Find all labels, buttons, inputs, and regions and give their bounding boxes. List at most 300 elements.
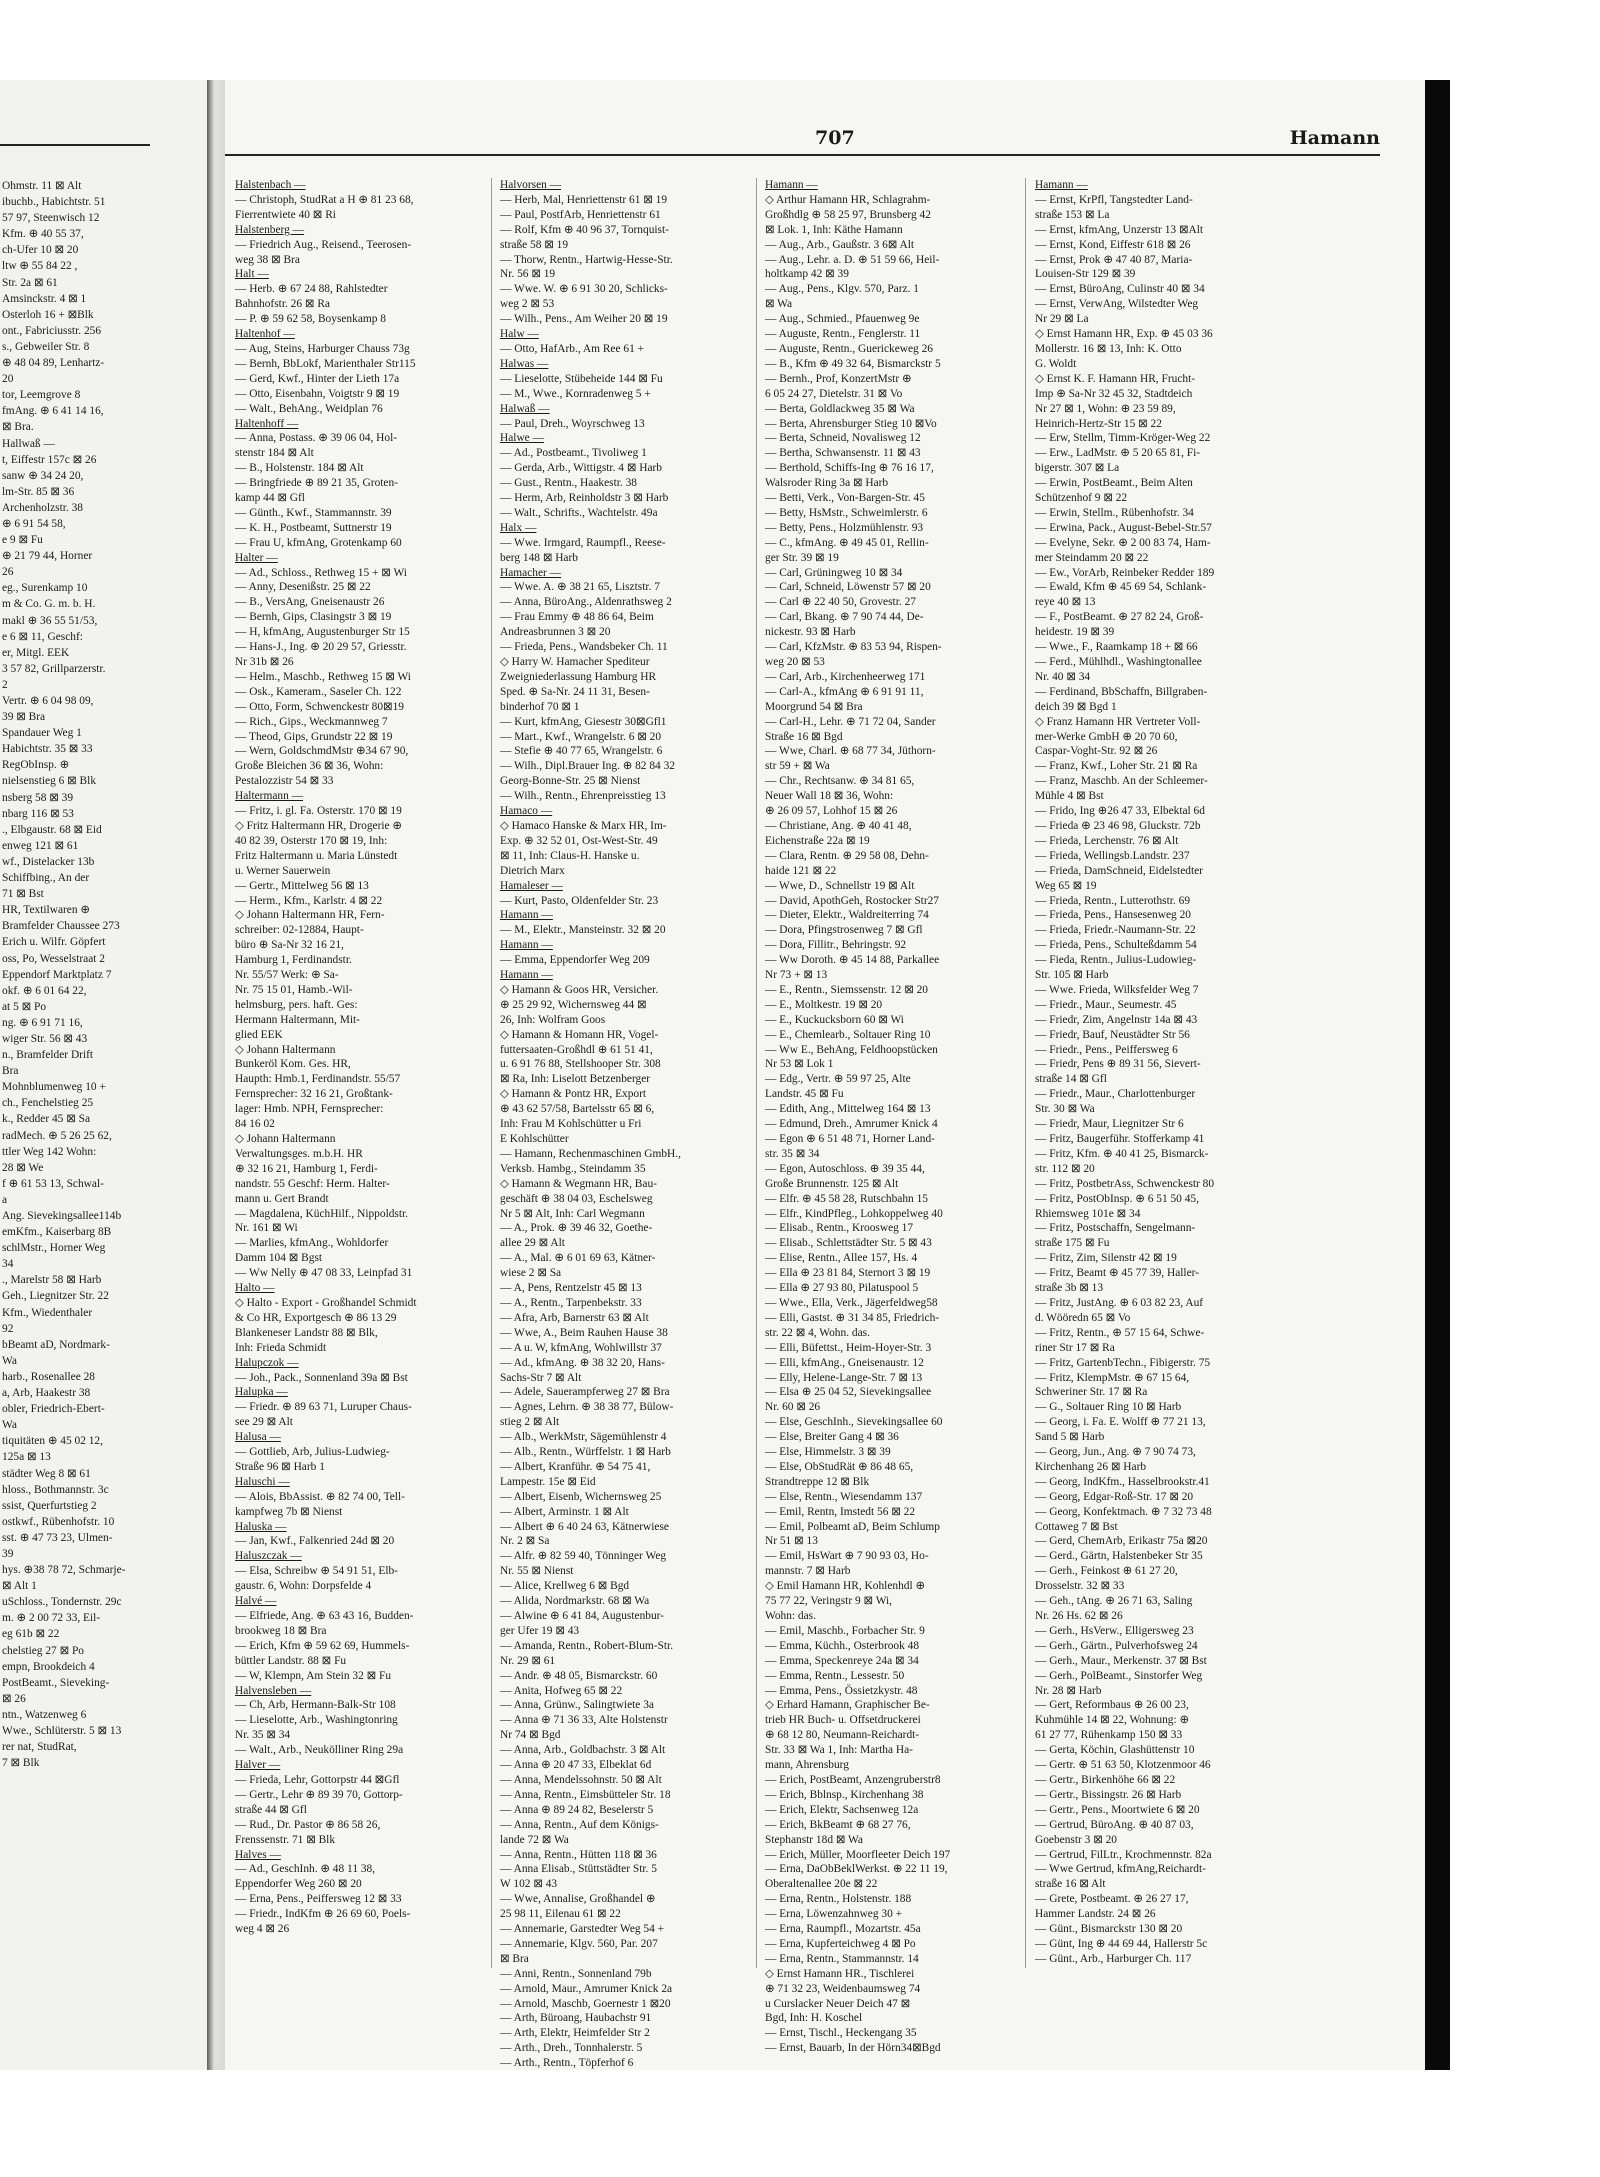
directory-line: — Stefie ⊕ 40 77 65, Wrangelstr. 6 [500, 745, 663, 758]
directory-line: — Aug., Lehr. a. D. ⊕ 51 59 66, Heil- [765, 253, 940, 266]
directory-line: ◇ Erhard Hamann, Graphischer Be- [765, 1699, 930, 1712]
directory-line: Halx — [500, 521, 537, 534]
directory-line: — Rich., Gips., Weckmannweg 7 [235, 715, 388, 728]
directory-line: — Gertr., Mittelweg 56 ⊠ 13 [235, 879, 369, 892]
directory-line: mannstr. 7 ⊠ Harb [765, 1565, 851, 1578]
left-page-line: e 6 ⊠ 11, Geschf: [2, 630, 83, 643]
directory-line: — Fritz, Baugerführ. Stofferkamp 41 [1035, 1133, 1205, 1145]
directory-line: — B., Holstenstr. 184 ⊠ Alt [235, 462, 364, 475]
directory-line: Pestalozzistr 54 ⊠ 33 [235, 775, 334, 788]
directory-line: mann u. Gert Brandt [235, 1192, 329, 1205]
directory-line: Nr 31b ⊠ 26 [235, 656, 294, 668]
left-page-line: Habichtstr. 35 ⊠ 33 [2, 743, 93, 756]
directory-line: — Anna, Arb., Goldbachstr. 3 ⊠ Alt [500, 1744, 666, 1757]
directory-line: — A., Rentn., Tarpenbekstr. 33 [500, 1296, 642, 1309]
directory-line: — Gerh., HsVerw., Elligersweg 23 [1035, 1624, 1194, 1637]
directory-line: — Rud., Dr. Pastor ⊕ 86 58 26, [235, 1818, 381, 1831]
directory-line: — Erw, Stellm, Timm-Kröger-Weg 22 [1035, 432, 1211, 445]
directory-line: Str. 30 ⊠ Wa [1035, 1103, 1095, 1116]
directory-line: — Frieda, Wellingsb.Landstr. 237 [1035, 849, 1190, 862]
left-page-line: 71 ⊠ Bst [2, 888, 44, 901]
directory-line: — M., Elektr., Mansteinstr. 32 ⊠ 20 [500, 924, 666, 937]
directory-line: straße 14 ⊠ Gfl [1035, 1073, 1107, 1086]
directory-line: d. Wööredn 65 ⊠ Vo [1035, 1311, 1131, 1324]
directory-line: u. 6 91 76 88, Stellshooper Str. 308 [500, 1058, 661, 1071]
directory-line: Heinrich-Hertz-Str 15 ⊠ 22 [1035, 417, 1162, 430]
directory-line: ◇ Hamann & Pontz HR, Export [500, 1088, 647, 1101]
left-page-line: Osterloh 16 + ⊠Blk [2, 308, 94, 321]
left-page-line: ⊕ 6 91 54 58, [2, 517, 66, 530]
directory-line: — Ww Nelly ⊕ 47 08 33, Leinpfad 31 [235, 1267, 413, 1280]
directory-line: Dietrich Marx [500, 864, 565, 877]
left-page-lines [2, 178, 202, 1771]
directory-line: — Berta, Goldlackweg 35 ⊠ Wa [765, 402, 915, 415]
directory-line: Eppendorfer Weg 260 ⊠ 20 [235, 1878, 362, 1891]
directory-line: — Aug., Schmied., Pfauenweg 9e [765, 313, 920, 326]
directory-line: — B., VersAng, Gneisenaustr 26 [235, 596, 385, 609]
directory-line: geschäft ⊕ 38 04 03, Eschelsweg [500, 1192, 653, 1205]
directory-line: Nr 5 ⊠ Alt, Inh: Carl Wegmann [500, 1207, 645, 1220]
directory-line: ⊕ 43 62 57/58, Bartelsstr 65 ⊠ 6, [500, 1103, 655, 1116]
left-page-line: hys. ⊕38 78 72, Schmarje- [2, 1564, 126, 1577]
directory-line: — Hans-J., Ing. ⊕ 20 29 57, Griesstr. [235, 641, 407, 654]
directory-line: — Otto, HafArb., Am Ree 61 + [500, 342, 645, 355]
directory-line: — Elisab., Rentn., Kroosweg 17 [765, 1222, 914, 1235]
directory-line: Halwe — [500, 432, 544, 445]
left-page-line: hloss., Bothmannstr. 3c [2, 1483, 109, 1496]
directory-line: Bgd, Inh: H. Koschel [765, 2012, 863, 2025]
directory-line: — Berta, Ahrensburger Stieg 10 ⊠Vo [765, 417, 937, 430]
directory-line: — Osk., Kameram., Saseler Ch. 122 [235, 685, 402, 698]
directory-line: — Auguste, Rentn., Guerickeweg 26 [765, 342, 933, 355]
directory-line: — Fritz, PostObInsp. ⊕ 6 51 50 45, [1035, 1192, 1199, 1205]
left-page-line: ntn., Watzenweg 6 [2, 1708, 87, 1721]
directory-line: Nr 73 + ⊠ 13 [765, 969, 828, 982]
directory-line: Hamacher — [500, 566, 562, 579]
left-page-line: 3 57 82, Grillparzerstr. [2, 662, 106, 675]
directory-line: — Emma, Pens., Össietzkystr. 48 [765, 1684, 918, 1697]
directory-line: Imp ⊕ Sa-Nr 32 45 32, Stadtdeich [1035, 387, 1193, 400]
left-page-line: Bramfelder Chaussee 273 [2, 920, 120, 933]
directory-line: — Georg, Konfektmach. ⊕ 7 32 73 48 [1035, 1505, 1212, 1518]
directory-line: u. Werner Sauerwein [235, 864, 331, 877]
left-page-line: f ⊕ 61 53 13, Schwal- [2, 1177, 104, 1190]
directory-line: — Friedr, Pens ⊕ 89 31 56, Sievert- [1035, 1058, 1201, 1071]
directory-line: — Carl-A., kfmAng ⊕ 6 91 91 11, [765, 685, 924, 698]
directory-line: — Geh., tAng. ⊕ 26 71 63, Saling [1035, 1595, 1193, 1608]
left-page-line: ont., Fabriciusstr. 256 [2, 324, 102, 337]
directory-line: ◇ Harry W. Hamacher Spediteur [500, 656, 650, 668]
directory-line: Hamaleser — [500, 879, 563, 892]
directory-line: — Edith, Ang., Mittelweg 164 ⊠ 13 [765, 1103, 931, 1116]
directory-line: — Fritz, Zim, Silenstr 42 ⊠ 19 [1035, 1252, 1177, 1265]
directory-line: ◇ Johann Haltermann [235, 1043, 336, 1056]
directory-line: Weg 65 ⊠ 19 [1035, 879, 1097, 892]
column-rule [491, 178, 492, 1968]
directory-line: allee 29 ⊠ Alt [500, 1237, 565, 1250]
directory-line: Rhiemsweg 101e ⊠ 34 [1035, 1207, 1141, 1220]
directory-line: — Christoph, StudRat a H ⊕ 81 23 68, [235, 193, 414, 206]
directory-line: — A., Mal. ⊕ 6 01 69 63, Kätner- [500, 1252, 656, 1265]
directory-line: Oberaltenallee 20e ⊠ 22 [765, 1878, 878, 1891]
directory-line: Neuer Wall 18 ⊠ 36, Wohn: [765, 790, 894, 803]
directory-line: Fritz Haltermann u. Maria Lünstedt [235, 849, 398, 862]
directory-line: — B., Kfm ⊕ 49 32 64, Bismarckstr 5 [765, 357, 941, 370]
left-page-line: wiger Str. 56 ⊠ 43 [2, 1032, 88, 1045]
directory-line: ◇ Franz Hamann HR Vertreter Voll- [1035, 715, 1201, 728]
directory-line: mer-Werke GmbH ⊕ 20 70 60, [1035, 730, 1178, 743]
directory-line: nandstr. 55 Geschf: Herm. Halter- [235, 1177, 390, 1190]
left-page-line: 39 ⊠ Bra [2, 711, 46, 724]
directory-line: — G., Soltauer Ring 10 ⊠ Harb [1035, 1401, 1182, 1414]
directory-line: weg 38 ⊠ Bra [235, 253, 300, 266]
directory-line: — Ferdinand, BbSchaffn, Billgraben- [1035, 685, 1208, 698]
directory-line: — Marlies, kfmAng., Wohldorfer [235, 1237, 389, 1250]
directory-line: — Gertr., Lehr ⊕ 89 39 70, Gottorp- [235, 1788, 403, 1801]
directory-line: Sand 5 ⊠ Harb [1035, 1431, 1105, 1444]
left-page-line: Spandauer Weg 1 [2, 727, 82, 740]
directory-line: ◇ Emil Hamann HR, Kohlenhdl ⊕ [765, 1580, 926, 1593]
directory-line: lande 72 ⊠ Wa [500, 1833, 569, 1846]
left-page-line: radMech. ⊕ 5 26 25 62, [2, 1129, 112, 1142]
left-page-line: Hallwaß — [2, 437, 55, 450]
left-page-line: Eppendorf Marktplatz 7 [2, 968, 112, 981]
directory-line: — Arth., Rentn., Töpferhof 6 [500, 2057, 634, 2070]
directory-line: — Egon, Autoschloss. ⊕ 39 35 44, [765, 1162, 925, 1175]
directory-line: Nr 74 ⊠ Bgd [500, 1729, 561, 1742]
directory-line: — Alwine ⊕ 6 41 84, Augustenbur- [500, 1610, 665, 1622]
directory-line: Haltenhoff — [235, 417, 299, 430]
directory-line: — Emma, Rentn., Lessestr. 50 [765, 1669, 905, 1682]
directory-line: Fernsprecher: 32 16 21, Großtank- [235, 1088, 393, 1101]
directory-line: — Erwin, Stellm., Rübenhofstr. 34 [1035, 506, 1194, 519]
left-page-line: enweg 121 ⊠ 61 [2, 839, 79, 852]
directory-line: — Walt., Schrifts., Wachtelstr. 49a [500, 506, 658, 519]
directory-line: — Frieda, Pens., Hansesenweg 20 [1035, 909, 1191, 922]
directory-line: ⊠ 11, Inh: Claus-H. Hanske u. [500, 849, 640, 862]
left-page-line: makl ⊕ 36 55 51/53, [2, 614, 98, 627]
directory-line: — Fritz, PostbetrAss, Schwenckestr 80 [1035, 1177, 1215, 1190]
directory-line: — Friedr., Pens., Peiffersweg 6 [1035, 1043, 1178, 1056]
directory-line: — Ad., Postbeamt., Tivoliweg 1 [500, 447, 647, 460]
directory-line: Andreasbrunnen 3 ⊠ 20 [500, 626, 611, 639]
directory-line: glied EEK [235, 1028, 283, 1041]
directory-line: — Gust., Rentn., Haakestr. 38 [500, 477, 637, 490]
directory-line: — Frieda, Lerchenstr. 76 ⊠ Alt [1035, 834, 1179, 847]
directory-line: — Mart., Kwf., Wrangelstr. 6 ⊠ 20 [500, 730, 662, 743]
directory-line: ⊕ 25 29 92, Wichernsweg 44 ⊠ [500, 998, 647, 1011]
directory-line: lager: Hmb. NPH, Fernsprecher: [235, 1103, 384, 1116]
left-page-line: Wwe., Schlüterstr. 5 ⊠ 13 [2, 1725, 122, 1737]
directory-line: — E., Kuckucksborn 60 ⊠ Wi [765, 1013, 904, 1026]
directory-line: — Fieda, Rentn., Julius-Ludowieg- [1035, 954, 1197, 967]
left-page-line: lm-Str. 85 ⊠ 36 [2, 485, 75, 498]
directory-line: — Frau U, kfmAng, Grotenkamp 60 [235, 536, 402, 549]
column-rule [756, 178, 757, 1968]
left-page-line: Kfm., Wiedenthaler [2, 1306, 93, 1319]
directory-line: kamp 44 ⊠ Gfl [235, 492, 305, 505]
directory-line: Zweigniederlassung Hamburg HR [500, 670, 657, 683]
left-page-line: a [2, 1193, 8, 1206]
directory-line: straße 3b ⊠ 13 [1035, 1282, 1104, 1295]
directory-line: — Ernst, KrPfl, Tangstedter Land- [1035, 193, 1193, 206]
directory-line: — Elisab., Schlettstädter Str. 5 ⊠ 43 [765, 1237, 932, 1250]
directory-line: Mollerstr. 16 ⊠ 13, Inh: K. Otto [1035, 342, 1182, 355]
directory-line: — Fritz, KlempMstr. ⊕ 67 15 64, [1035, 1371, 1190, 1384]
directory-line: Drosselstr. 32 ⊠ 33 [1035, 1580, 1125, 1593]
left-page-line: 57 97, Steenwisch 12 [2, 212, 100, 225]
directory-line: — Erna, Rentn., Holstenstr. 188 [765, 1893, 912, 1906]
directory-line: — Elli, kfmAng., Gneisenaustr. 12 [765, 1356, 924, 1369]
directory-line: — Joh., Pack., Sonnenland 39a ⊠ Bst [235, 1371, 408, 1384]
directory-line: — H, kfmAng, Augustenburger Str 15 [235, 626, 410, 639]
directory-line: — Arth, Büroang, Haubachstr 91 [500, 2012, 652, 2025]
left-page-line: ttler Weg 142 Wohn: [2, 1145, 97, 1158]
directory-line: str. 112 ⊠ 20 [1035, 1162, 1095, 1175]
directory-line: — Walt., BehAng., Weidplan 76 [235, 402, 383, 415]
directory-line: Hamann — [500, 969, 553, 982]
directory-line: 75 77 22, Veringstr 9 ⊠ Wi, [765, 1595, 892, 1608]
directory-line: Halusa — [235, 1431, 281, 1444]
directory-line: — M., Wwe., Kornradenweg 5 + [500, 387, 651, 400]
directory-line: — Annemarie, Garstedter Weg 54 + [500, 1923, 665, 1936]
directory-line: — Ad., GeschInh. ⊕ 48 11 38, [235, 1863, 376, 1876]
directory-line: — Georg, i. Fa. E. Wolff ⊕ 77 21 13, [1035, 1416, 1206, 1429]
left-page-line: s., Gebweiler Str. 8 [2, 340, 90, 353]
directory-line: — Alb., Rentn., Würffelstr. 1 ⊠ Harb [500, 1446, 671, 1459]
directory-line: — Elsa ⊕ 25 04 52, Sievekingsallee [765, 1386, 932, 1399]
directory-line: — Albert, Arminstr. 1 ⊠ Alt [500, 1505, 629, 1518]
directory-line: — Ch, Arb, Hermann-Balk-Str 108 [235, 1699, 396, 1712]
directory-line: — Paul, Dreh., Woyrschweg 13 [500, 417, 645, 430]
left-page-line: eg 61b ⊠ 22 [2, 1628, 60, 1641]
directory-line: Nr. 75 15 01, Hamb.-Wil- [235, 983, 353, 996]
directory-line: & Co HR, Exportgesch ⊕ 86 13 29 [235, 1311, 397, 1324]
directory-line: — E., Moltkestr. 19 ⊠ 20 [765, 998, 883, 1011]
directory-line: weg 2 ⊠ 53 [500, 298, 555, 311]
left-page-line: e 9 ⊠ Fu [2, 534, 43, 547]
directory-line: — Otto, Form, Schwenckestr 80⊠19 [235, 700, 404, 713]
directory-line: — Anna, Rentn., Auf dem Königs- [500, 1818, 659, 1831]
directory-line: — Anni, Rentn., Sonnenland 79b [500, 1967, 652, 1980]
directory-line: — Herm, Arb, Reinholdstr 3 ⊠ Harb [500, 492, 669, 505]
left-page-line: schlMstr., Horner Weg [2, 1242, 106, 1255]
directory-line: — Frieda, Rentn., Lutterothstr. 69 [1035, 894, 1191, 907]
directory-line: — Erich, PostBeamt, Anzengruberstr8 [765, 1773, 941, 1786]
directory-line: — Else, Rentn., Wiesendamm 137 [765, 1490, 923, 1503]
directory-line: — Ernst, Kond, Eiffestr 618 ⊠ 26 [1035, 238, 1191, 251]
directory-line: Nr. 161 ⊠ Wi [235, 1222, 298, 1235]
directory-line: 84 16 02 [235, 1118, 275, 1131]
directory-line: — E., Rentn., Siemssenstr. 12 ⊠ 20 [765, 983, 929, 996]
directory-line: — Ernst, Bauarb, In der Hörn34⊠Bgd [765, 2042, 941, 2055]
left-page-line: k., Redder 45 ⊠ Sa [2, 1113, 90, 1126]
directory-line: — Arnold, Maschb, Goernestr 1 ⊠20 [500, 1997, 671, 2010]
directory-line: — Fritz, Rentn., ⊕ 57 15 64, Schwe- [1035, 1326, 1205, 1339]
directory-line: — Paul, PostfArb, Henriettenstr 61 [500, 208, 661, 221]
directory-line: — Anna ⊕ 71 36 33, Alte Holstenstr [500, 1714, 668, 1727]
directory-line: — Gerd., Gärtn, Halstenbeker Str 35 [1035, 1550, 1203, 1563]
left-page-line: obler, Friedrich-Ebert- [2, 1403, 105, 1416]
directory-line: — Ew., VorArb, Reinbeker Redder 189 [1035, 566, 1215, 579]
directory-line: Eichenstraße 22a ⊠ 19 [765, 834, 870, 847]
directory-line: — Afra, Arb, Barnerstr 63 ⊠ Alt [500, 1311, 649, 1324]
directory-line: — Elsa, Schreibw ⊕ 54 91 51, Elb- [235, 1565, 398, 1578]
directory-line: — Friedr., Maur., Charlottenburger [1035, 1088, 1196, 1101]
directory-line: ◇ Fritz Haltermann HR, Drogerie ⊕ [235, 819, 402, 832]
directory-line: — Fritz, Beamt ⊕ 45 77 39, Haller- [1035, 1267, 1200, 1280]
directory-line: — Frieda ⊕ 23 46 98, Gluckstr. 72b [1035, 819, 1201, 832]
directory-line: Halupka — [235, 1386, 288, 1399]
directory-line: — Bernh, Gips, Clasingstr 3 ⊠ 19 [235, 611, 392, 624]
directory-line: — Wwe, D., Schnellstr 19 ⊠ Alt [765, 879, 915, 892]
left-page-line: m & Co. G. m. b. H. [2, 598, 96, 611]
directory-line: riner Str 17 ⊠ Ra [1035, 1341, 1115, 1354]
directory-line: — Emil, Rentn, Imstedt 56 ⊠ 22 [765, 1505, 916, 1518]
directory-line: Caspar-Voght-Str. 92 ⊠ 26 [1035, 745, 1158, 758]
directory-line: Haluschi — [235, 1475, 290, 1488]
directory-line: Str. 33 ⊠ Wa 1, Inh: Martha Ha- [765, 1744, 913, 1757]
directory-line: — Ernst, kfmAng, Unzerstr 13 ⊠Alt [1035, 223, 1204, 236]
directory-line: — Erwin, PostBeamt., Beim Alten [1035, 477, 1193, 490]
directory-line: büttler Landstr. 88 ⊠ Fu [235, 1654, 347, 1667]
left-page-line: Vertr. ⊕ 6 04 98 09, [2, 695, 94, 707]
directory-line: — Aug., Arb., Gaußstr. 3 6⊠ Alt [765, 238, 915, 251]
directory-line: — E., Chemlearb., Soltauer Ring 10 [765, 1028, 931, 1041]
directory-line: — Erich, Bblnsp., Kirchenhang 38 [765, 1788, 924, 1801]
directory-line: — Clara, Rentn. ⊕ 29 58 08, Dehn- [765, 849, 929, 862]
directory-line: — Elly, Helene-Lange-Str. 7 ⊠ 13 [765, 1371, 923, 1384]
directory-line: — Gerta, Köchin, Glashüttenstr 10 [1035, 1744, 1195, 1757]
left-page-line: ⊕ 48 04 89, Lenhartz- [2, 357, 105, 370]
directory-line: — Dieter, Elektr., Waldreiterring 74 [765, 909, 929, 922]
directory-line: Verksb. Hambg., Steindamm 35 [500, 1162, 646, 1175]
header-rule [225, 154, 1380, 156]
directory-line: — Egon ⊕ 6 51 48 71, Horner Land- [765, 1133, 935, 1145]
left-page-line: tiquitäten ⊕ 45 02 12, [2, 1435, 103, 1448]
left-page-line: HR, Textilwaren ⊕ [2, 904, 90, 917]
directory-line: — David, ApothGeh, Rostocker Str27 [765, 894, 940, 907]
directory-line: Bahnhofstr. 26 ⊠ Ra [235, 298, 330, 311]
directory-line: — Franz, Kwf., Loher Str. 21 ⊠ Ra [1035, 760, 1198, 773]
left-page-line: 125a ⊠ 13 [2, 1451, 51, 1464]
left-page-line: RegObInsp. ⊕ [2, 759, 70, 772]
directory-line: — Ewald, Kfm ⊕ 45 69 54, Schlank- [1035, 581, 1207, 594]
directory-line: — Else, ObStudRät ⊕ 86 48 65, [765, 1460, 914, 1473]
directory-line: — Agnes, Lehrn. ⊕ 38 38 77, Bülow- [500, 1401, 674, 1414]
directory-line: — Andr. ⊕ 48 05, Bismarckstr. 60 [500, 1669, 658, 1682]
directory-column-1 [235, 178, 490, 1937]
directory-line: — Frieda, Friedr.-Naumann-Str. 22 [1035, 924, 1196, 937]
directory-line: nickestr. 93 ⊠ Harb [765, 626, 856, 639]
directory-line: Halto — [235, 1282, 275, 1295]
directory-line: — Carl ⊕ 22 40 50, Grovestr. 27 [765, 596, 916, 609]
directory-line: — Günt, Ing ⊕ 44 69 44, Hallerstr 5c [1035, 1937, 1208, 1950]
left-page-line: Wa [2, 1419, 17, 1432]
left-page-line: m. ⊕ 2 00 72 33, Eil- [2, 1612, 101, 1625]
directory-line: — Ernst, Prok ⊕ 47 40 87, Maria- [1035, 253, 1193, 266]
left-page-line: rer nat, StudRat, [2, 1741, 77, 1754]
directory-line: — Elise, Rentn., Allee 157, Hs. 4 [765, 1252, 918, 1265]
directory-line: Schützenhof 9 ⊠ 22 [1035, 492, 1128, 505]
directory-line: — Dora, Pfingstrosenweg 7 ⊠ Gfl [765, 924, 923, 937]
left-page-line: at 5 ⊠ Po [2, 1000, 47, 1013]
directory-line: — Gerd, Kwf., Hinter der Lieth 17a [235, 372, 400, 385]
directory-line: — Frieda, Pens., Schulteßdamm 54 [1035, 939, 1197, 952]
directory-line: ◇ Halto - Export - Großhandel Schmidt [235, 1296, 417, 1309]
directory-line: — Erwina, Pack., August-Bebel-Str.57 [1035, 521, 1212, 534]
directory-line: Georg-Bonne-Str. 25 ⊠ Nienst [500, 775, 641, 788]
directory-line: — Christiane, Ang. ⊕ 40 41 48, [765, 819, 912, 832]
directory-line: Wohn: das. [765, 1610, 816, 1622]
directory-line: u Curslacker Neuer Deich 47 ⊠ [765, 1997, 911, 2010]
left-page-line: Wa [2, 1354, 17, 1367]
directory-line: 61 27 77, Rühenkamp 150 ⊠ 33 [1035, 1729, 1183, 1742]
directory-line: holtkamp 42 ⊠ 39 [765, 268, 849, 281]
directory-line: — Ww E., BehAng, Feldhoopstücken [765, 1043, 938, 1056]
directory-line: — Carl, Grüningweg 10 ⊠ 34 [765, 566, 903, 579]
directory-line: Haltenhof — [235, 328, 295, 341]
directory-line: Cottaweg 7 ⊠ Bst [1035, 1520, 1118, 1533]
left-page-line: ⊕ 21 79 44, Horner [2, 550, 93, 563]
directory-line: — A, Pens, Rentzelstr 45 ⊠ 13 [500, 1282, 642, 1295]
directory-line: — Ella ⊕ 27 93 80, Pilatuspool 5 [765, 1282, 919, 1295]
directory-line: 26, Inh: Wolfram Goos [500, 1013, 606, 1026]
directory-line: ger Str. 39 ⊠ 19 [765, 551, 839, 564]
directory-line: — Ernst, Tischl., Heckengang 35 [765, 2027, 917, 2040]
directory-line: — Frieda, Pens., Wandsbeker Ch. 11 [500, 641, 668, 654]
left-page-line: Mohnblumenweg 10 + [2, 1081, 106, 1094]
directory-line: — Annemarie, Klgv. 560, Par. 207 [500, 1937, 658, 1950]
directory-line: — Friedr., Maur., Seumestr. 45 [1035, 998, 1177, 1011]
directory-line: Hamburg 1, Ferdinandstr. [235, 954, 352, 967]
directory-line: — Erna, DaObBeklWerkst. ⊕ 22 11 19, [765, 1863, 948, 1876]
directory-line: Halt — [235, 268, 269, 281]
directory-line: — Emil, Maschb., Forbacher Str. 9 [765, 1624, 925, 1637]
directory-line: — Frau Emmy ⊕ 48 86 64, Beim [500, 611, 654, 624]
directory-line: — Ferd., Mühlhdl., Washingtonallee [1035, 656, 1202, 668]
directory-line: — Lieselotte, Arb., Washingtonring [235, 1714, 398, 1727]
directory-line: Halupczok — [235, 1356, 299, 1369]
directory-line: — Georg, IndKfm., Hasselbrookstr.41 [1035, 1475, 1210, 1488]
left-page-line: 20 [2, 373, 14, 386]
left-page-line: bBeamt aD, Nordmark- [2, 1338, 110, 1351]
directory-line: ⊠ Ra, Inh: Liselott Betzenberger [500, 1073, 651, 1086]
directory-line: — Grete, Postbeamt. ⊕ 26 27 17, [1035, 1893, 1189, 1906]
left-page-line: Bra [2, 1065, 19, 1078]
directory-line: — Bernh, BbLokf, Marienthaler Str115 [235, 357, 416, 370]
directory-line: — Georg, Jun., Ang. ⊕ 7 90 74 73, [1035, 1446, 1196, 1459]
directory-line: straße 44 ⊠ Gfl [235, 1803, 307, 1816]
directory-line: — W, Klempn, Am Stein 32 ⊠ Fu [235, 1669, 392, 1682]
directory-line: — Friedr, Bauf, Neustädter Str 56 [1035, 1028, 1190, 1041]
directory-line: — Arnold, Maur., Amrumer Knick 2a [500, 1982, 673, 1995]
directory-line: ⊕ 26 09 57, Lohhof 15 ⊠ 26 [765, 805, 898, 818]
directory-line: haide 121 ⊠ 22 [765, 864, 837, 877]
directory-line: Halver — [235, 1759, 281, 1772]
directory-line: Großhdlg ⊕ 58 25 97, Brunsberg 42 [765, 208, 931, 221]
directory-line: Nr. 29 ⊠ 61 [500, 1654, 556, 1667]
left-page-line: 26 [2, 566, 14, 579]
left-page-line: n., Bramfelder Drift [2, 1049, 94, 1062]
directory-line: ◇ Ernst Hamann HR, Exp. ⊕ 45 03 36 [1035, 328, 1213, 341]
directory-column-3 [765, 178, 1020, 2056]
left-page-line: sst. ⊕ 47 73 23, Ulmen- [2, 1531, 113, 1544]
directory-line: Sachs-Str 7 ⊠ Alt [500, 1371, 582, 1384]
directory-line: — Anna, BüroAng., Aldenrathsweg 2 [500, 596, 672, 609]
directory-line: — Carl, Schneid, Löwenstr 57 ⊠ 20 [765, 581, 931, 594]
directory-line: — Thorw, Rentn., Hartwig-Hesse-Str. [500, 253, 673, 266]
